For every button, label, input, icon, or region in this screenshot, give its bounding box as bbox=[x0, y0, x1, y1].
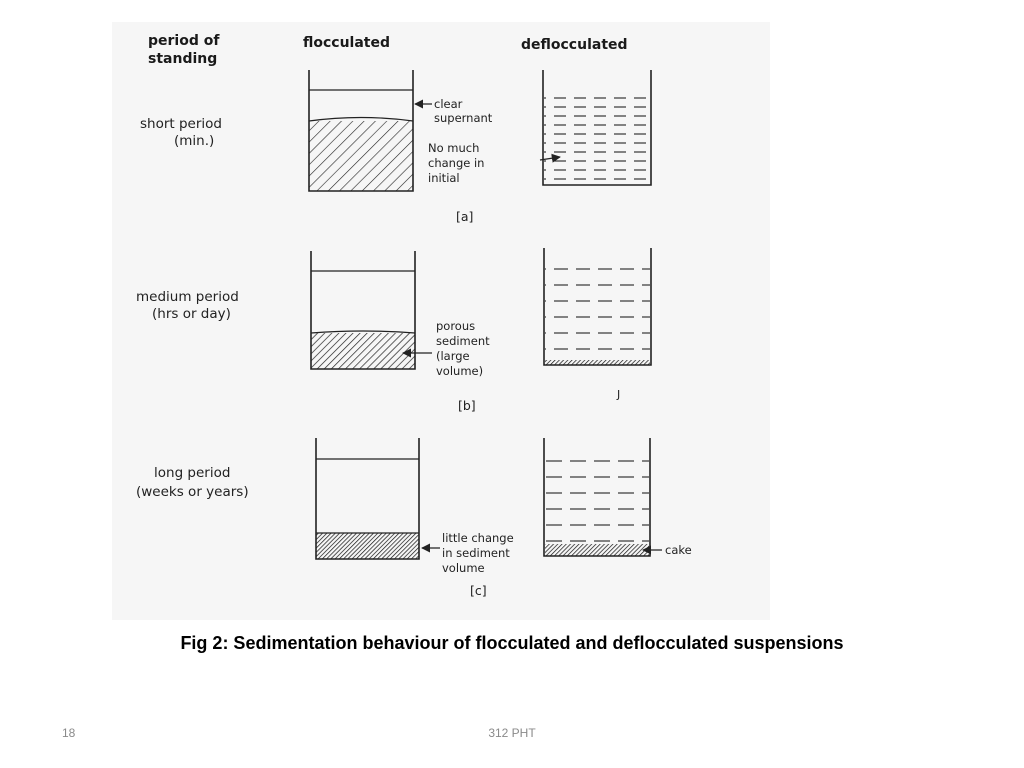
label-a-deflocculated-line2: change in bbox=[428, 156, 485, 170]
page-number: 18 bbox=[62, 726, 76, 740]
label-b-flocculated-line3: (large bbox=[436, 349, 470, 363]
suspension-c-deflocculated bbox=[545, 458, 649, 546]
header-period-line2: standing bbox=[148, 51, 218, 67]
label-b-flocculated-line1: porous bbox=[436, 319, 476, 333]
row-c-period-line2: (weeks or years) bbox=[136, 484, 249, 500]
figure-caption: Fig 2: Sedimentation behaviour of flocculated and deflocculated suspensions bbox=[180, 633, 844, 653]
label-c-flocculated-line2: in sediment bbox=[442, 546, 510, 560]
row-c-period-line1: long period bbox=[154, 465, 231, 481]
beaker-b-flocculated bbox=[311, 251, 415, 369]
header-flocculated: flocculated bbox=[303, 35, 391, 51]
beaker-a-deflocculated bbox=[543, 70, 651, 185]
label-a-deflocculated-line1: No much bbox=[428, 141, 480, 155]
header-deflocculated: deflocculated bbox=[521, 37, 628, 53]
course-code: 312 PHT bbox=[488, 726, 536, 740]
label-b-flocculated-line2: sediment bbox=[436, 334, 490, 348]
label-a-flocculated-line2: supernant bbox=[434, 111, 493, 125]
row-b-period-line1: medium period bbox=[136, 289, 239, 305]
beaker-b-deflocculated bbox=[544, 248, 651, 365]
label-a-flocculated-line1: clear bbox=[434, 97, 463, 111]
tag-b: [b] bbox=[458, 398, 476, 413]
cake-c-deflocculated bbox=[545, 544, 649, 556]
sediment-b-flocculated bbox=[311, 333, 415, 369]
tag-a: [a] bbox=[456, 209, 474, 224]
row-b-period-line2: (hrs or day) bbox=[152, 306, 231, 322]
suspension-a-deflocculated bbox=[544, 90, 650, 185]
row-a-period-line1: short period bbox=[140, 116, 222, 132]
header-period-line1: period of bbox=[148, 33, 220, 49]
mark-b-deflocculated: J bbox=[617, 388, 621, 401]
beaker-c-deflocculated bbox=[544, 438, 650, 556]
label-c-flocculated-line1: little change bbox=[442, 531, 514, 545]
label-a-deflocculated-line3: initial bbox=[428, 171, 460, 185]
label-c-flocculated-line3: volume bbox=[442, 561, 485, 575]
row-a-period-line2: (min.) bbox=[174, 133, 215, 149]
label-b-flocculated-line4: volume) bbox=[436, 364, 484, 378]
beaker-c-flocculated bbox=[316, 438, 419, 559]
suspension-b-deflocculated bbox=[545, 266, 650, 362]
sedimentation-diagram bbox=[112, 22, 770, 620]
beaker-a-flocculated bbox=[309, 70, 413, 191]
sediment-c-flocculated bbox=[316, 533, 419, 559]
sediment-a-flocculated bbox=[309, 121, 413, 191]
label-c-deflocculated: cake bbox=[665, 543, 692, 557]
tag-c: [c] bbox=[470, 583, 487, 598]
